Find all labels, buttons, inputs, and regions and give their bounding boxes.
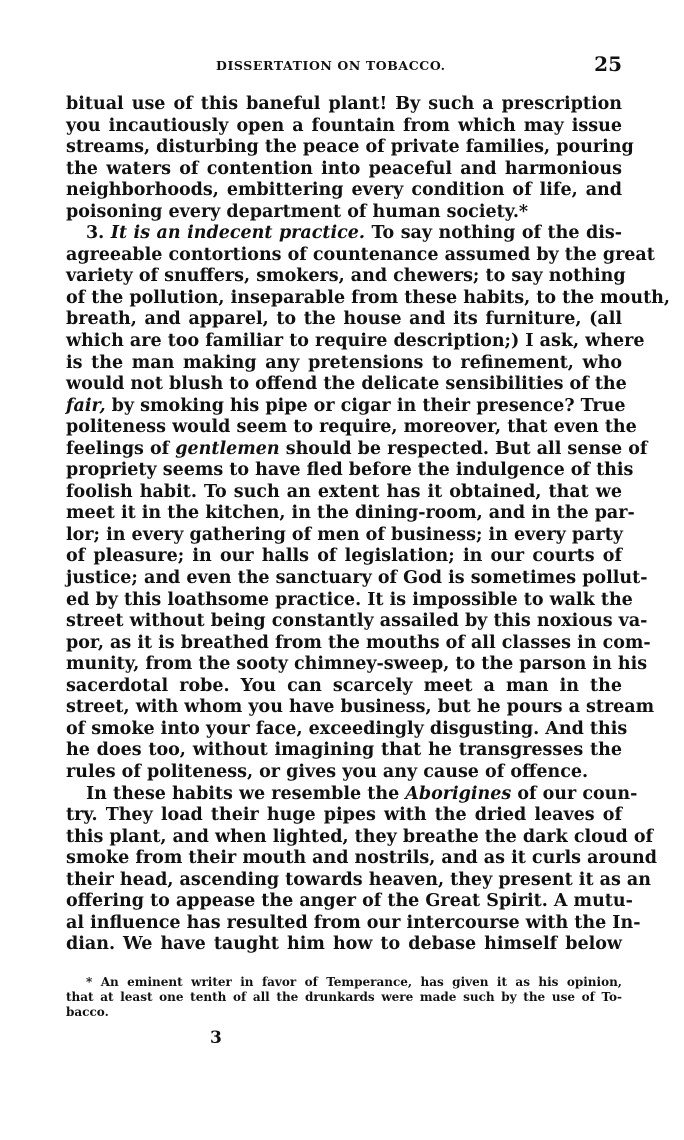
body-text	[66, 94, 670, 956]
text-fragment: In these habits we resemble the	[86, 783, 400, 804]
text-line: neighborhoods, embittering every condition of life, and	[66, 180, 622, 201]
text-line: variety of snuffers, smokers, and chewers; to say nothing	[66, 266, 626, 287]
signature-mark: 3	[210, 1028, 222, 1048]
text-line: munity, from the sooty chimney-sweep, to the parson in his	[66, 654, 648, 675]
section-number: 3.	[86, 223, 105, 244]
text-line: the waters of contention into peaceful and harmonious	[66, 158, 622, 179]
text-fragment: of our coun-	[517, 783, 638, 804]
text-line: of smoke into your face, exceedingly disgusting. And this	[66, 718, 628, 739]
text-line: justice; and even the sanctuary of God is sometimes pollut-	[66, 568, 648, 589]
text-line: agreeable contortions of countenance assumed by the great	[66, 244, 655, 265]
footnote-line: that at least one tenth of all the drunkards were made such by the use of To-	[66, 990, 622, 1004]
text-line: their head, ascending towards heaven, they present it as an	[66, 869, 651, 890]
text-line: meet it in the kitchen, in the dining-room, and in the par-	[66, 503, 635, 524]
text-line: of pleasure; in our halls of legislation; in our courts of	[66, 546, 622, 567]
text-line: por, as it is breathed from the mouths of all classes in com-	[66, 632, 651, 653]
text-line: you incautiously open a fountain from which may issue	[66, 115, 622, 136]
page-number: 25	[594, 52, 622, 76]
text-line: street, with whom you have business, but he pours a stream	[66, 697, 655, 718]
text-fragment: by smoking his pipe or cigar in their presence? True	[111, 395, 626, 416]
text-line: sacerdotal robe. You can scarcely meet a man in the	[66, 675, 622, 696]
text-line	[66, 783, 638, 806]
text-line	[66, 438, 648, 461]
section-heading: It is an indecent practice.	[110, 223, 366, 244]
text-fragment: should be respected. But all sense of	[285, 438, 648, 459]
text-line: would not blush to offend the delicate sensibilities of the	[66, 374, 627, 395]
running-title: DISSERTATION ON TOBACCO.	[216, 58, 446, 73]
text-line: street without being constantly assailed by this noxious va-	[66, 611, 648, 632]
text-line: he does too, without imagining that he transgresses the	[66, 740, 622, 761]
page-header	[66, 52, 622, 80]
text-line: ed by this loathsome practice. It is impossible to walk the	[66, 589, 633, 610]
text-line: propriety seems to have fled before the indulgence of this	[66, 460, 634, 481]
text-fragment: feelings of	[66, 438, 170, 459]
text-line: this plant, and when lighted, they breathe the dark cloud of	[66, 826, 654, 847]
text-line: poisoning every department of human society.*	[66, 201, 529, 222]
text-line: rules of politeness, or gives you any cause of offence.	[66, 761, 589, 782]
text-line: of the pollution, inseparable from these habits, to the mouth,	[66, 287, 670, 308]
text-line: dian. We have taught him how to debase himself below	[66, 934, 622, 955]
footnote-line: bacco.	[66, 1005, 109, 1019]
text-line: which are too familiar to require description;) I ask, where	[66, 331, 645, 352]
footnote	[66, 975, 622, 1020]
text-line: lor; in every gathering of men of business; in every party	[66, 524, 623, 545]
text-line: offering to appease the anger of the Great Spirit. A mutu-	[66, 891, 633, 912]
italic-word: gentlemen	[175, 438, 280, 459]
text-line: politeness would seem to require, moreover, that even the	[66, 417, 637, 438]
text-line: al influence has resulted from our intercourse with the In-	[66, 912, 641, 933]
italic-word: Aborigines	[405, 783, 512, 804]
text-line: try. They load their huge pipes with the dried leaves of	[66, 805, 622, 826]
text-line	[66, 223, 622, 245]
text-line: bitual use of this baneful plant! By such a prescription	[66, 94, 622, 114]
text-line: breath, and apparel, to the house and its furniture, (all	[66, 309, 622, 330]
footnote-line: * An eminent writer in favor of Temperance, has given it as his opinion,	[86, 975, 622, 989]
text-line: is the man making any pretensions to refinement, who	[66, 352, 622, 373]
text-fragment: To say nothing of the dis-	[371, 223, 623, 244]
text-line	[66, 395, 626, 418]
text-line: smoke from their mouth and nostrils, and as it curls around	[66, 848, 658, 869]
text-line: foolish habit. To such an extent has it obtained, that we	[66, 481, 622, 502]
text-line: streams, disturbing the peace of private families, pouring	[66, 137, 634, 158]
italic-word: fair,	[66, 395, 106, 416]
